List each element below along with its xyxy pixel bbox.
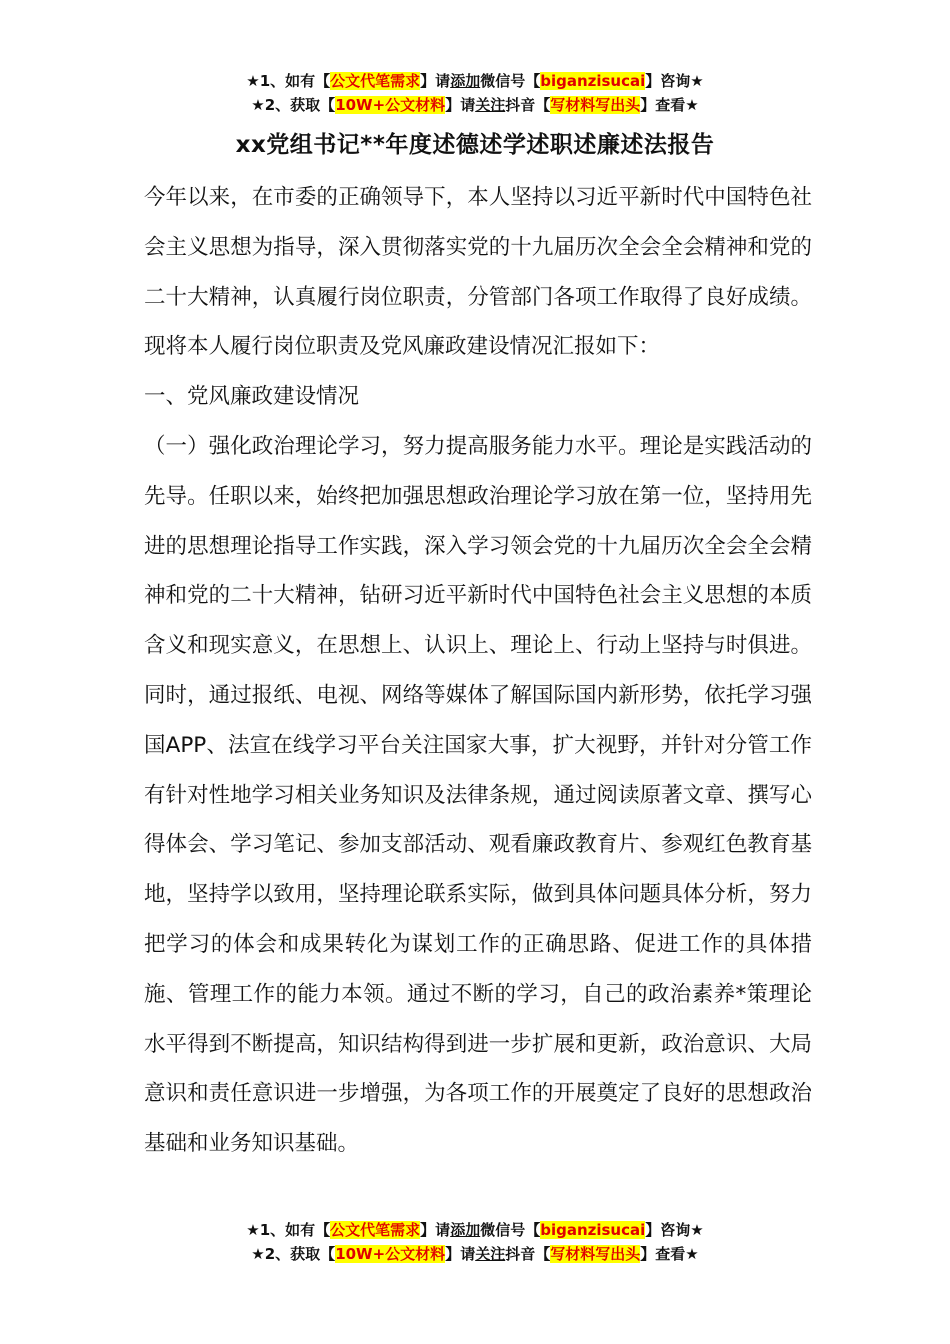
banner-highlight: 公文代笔需求 <box>330 72 421 90</box>
banner-highlight: 10W+公文材料 <box>335 96 446 114</box>
banner-text: 】查看★ <box>640 1245 699 1263</box>
document-title: xx党组书记**年度述德述学述职述廉述法报告 <box>235 132 715 158</box>
banner-text: 微信号【 <box>480 1221 541 1239</box>
banner-underlined-text: 添加 <box>450 1221 481 1239</box>
banner-text: ★1、如有【 <box>246 1221 331 1239</box>
banner-highlight: 写材料写出头 <box>550 96 641 114</box>
banner-text: 微信号【 <box>480 72 541 90</box>
header-banner-line-1 <box>0 70 950 92</box>
banner-highlight: 公文代笔需求 <box>330 1221 421 1239</box>
banner-text: ★2、获取【 <box>251 1245 336 1263</box>
banner-underlined-text: 关注 <box>475 96 506 114</box>
banner-text: 】咨询★ <box>645 72 704 90</box>
banner-text: ★1、如有【 <box>246 72 331 90</box>
banner-highlight: 10W+公文材料 <box>335 1245 446 1263</box>
document-body <box>144 173 812 1169</box>
banner-text: 】请 <box>445 96 476 114</box>
banner-text: ★2、获取【 <box>251 96 336 114</box>
section-heading: 一、党风廉政建设情况 <box>144 384 360 410</box>
banner-underlined-text: 关注 <box>475 1245 506 1263</box>
banner-text: 】查看★ <box>640 96 699 114</box>
header-banner-line-2 <box>0 94 950 116</box>
banner-text: 】请 <box>420 1221 451 1239</box>
banner-underlined-text: 添加 <box>450 72 481 90</box>
footer-banner-line-1 <box>0 1219 950 1241</box>
banner-text: 抖音【 <box>505 1245 551 1263</box>
body-paragraph-study: （一）强化政治理论学习，努力提高服务能力水平。理论是实践活动的先导。任职以来，始终把加强思想政治理论学习放在第一位，坚持用先进的思想理论指导工作实践，深入学习领会党的十九届历次全会全会精神和党的二十大精神，钻研习近平新时代中国特色社会主义思想的本质含义和现实意义，在思想上、认识上、理论上、行动上坚持与时俱进。同时，通过报纸、电视、网络等媒体了解国际国内新形势，依托学习强国APP、法宣在线学习平台关注国家大事，扩大视野，并针对分管工作有针对性地学习相关业务知识及法律条规，通过阅读原著文章、撰写心得体会、学习笔记、参加支部活动、观看廉政教育片、参观红色教育基地，坚持学以致用，坚持理论联系实际，做到具体问题具体分析，努力把学习的体会和成果转化为谋划工作的正确思路、促进工作的具体措施、管理工作的能力本领。通过不断的学习，自己的政治素养*策理论水平得到不断提高，知识结构得到进一步扩展和更新，政治意识、大局意识和责任意识进一步增强，为各项工作的开展奠定了良好的思想政治基础和业务知识基础。 <box>144 433 812 1157</box>
banner-text: 】咨询★ <box>645 1221 704 1239</box>
banner-highlight: 写材料写出头 <box>550 1245 641 1263</box>
footer-banner-line-2 <box>0 1243 950 1265</box>
banner-text: 】请 <box>445 1245 476 1263</box>
banner-text: 抖音【 <box>505 96 551 114</box>
banner-highlight: biganzisucai <box>540 1221 646 1239</box>
banner-highlight: biganzisucai <box>540 72 646 90</box>
body-paragraph-intro: 今年以来，在市委的正确领导下，本人坚持以习近平新时代中国特色社会主义思想为指导，深入贯彻落实党的十九届历次全会全会精神和党的二十大精神，认真履行岗位职责，分管部门各项工作取得了良好成绩。现将本人履行岗位职责及党风廉政建设情况汇报如下： <box>144 185 812 360</box>
banner-text: 】请 <box>420 72 451 90</box>
